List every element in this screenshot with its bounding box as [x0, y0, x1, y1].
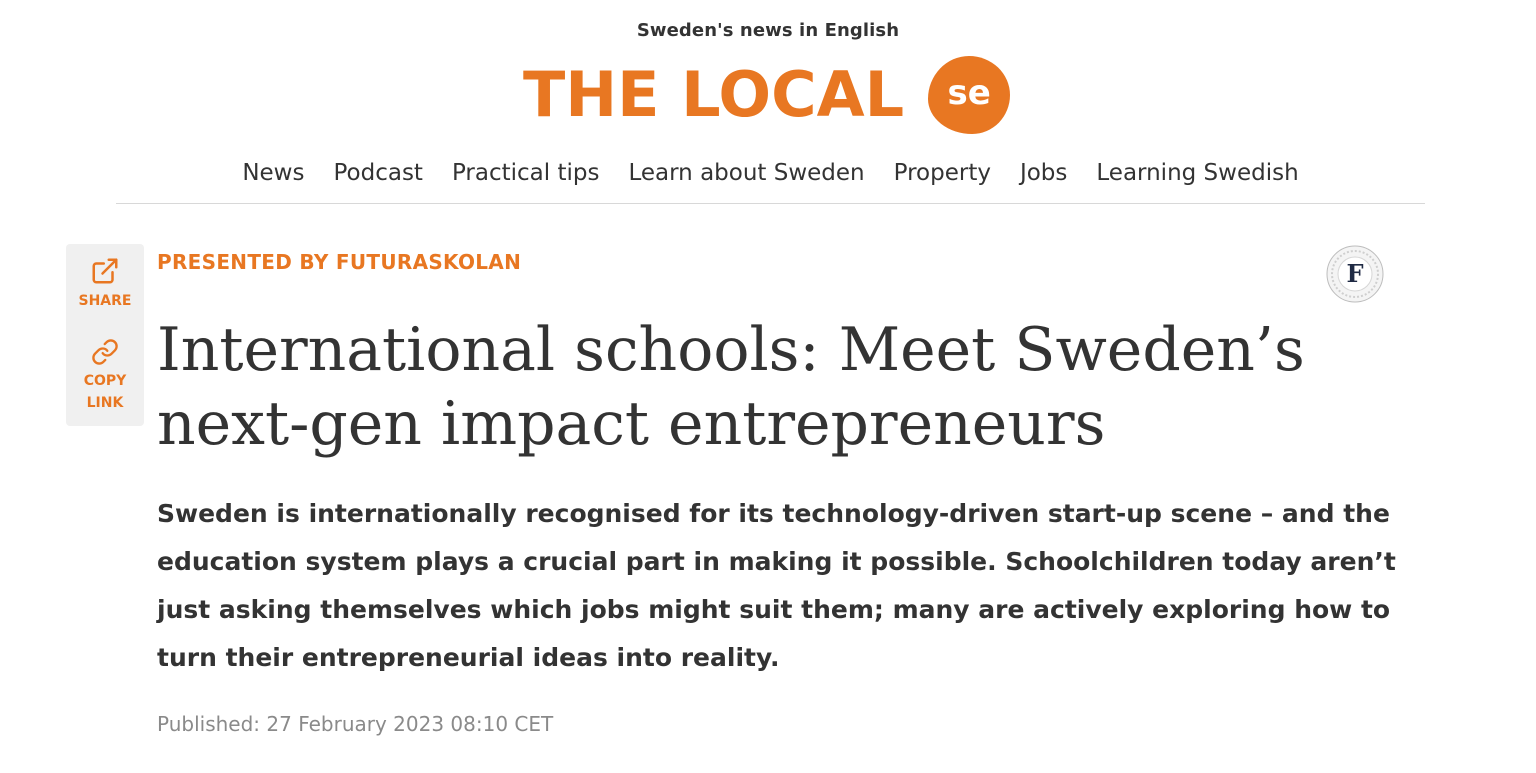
article-lede: Sweden is internationally recognised for its technology-driven start-up scene – and the education system plays a crucial part in making it possible. Schoolchildren today aren’t just asking themselves which jobs might suit them; many are actively exploring how to turn their entrepreneurial ideas into reality. [157, 499, 1396, 672]
share-panel [66, 244, 144, 426]
logo-badge: se [928, 56, 1010, 134]
copy-label-line1: COPY [83, 373, 127, 389]
main-nav [116, 155, 1425, 204]
share-button[interactable] [66, 256, 144, 312]
logo-wordmark: THE LOCAL [523, 58, 905, 131]
nav-item-property[interactable]: Property [893, 160, 991, 186]
external-link-icon [90, 256, 120, 286]
copy-label-line2: LINK [86, 395, 124, 411]
sponsor-logo-letter: F [1346, 259, 1364, 288]
nav-item-news[interactable]: News [242, 160, 305, 186]
published-date: Published: 27 February 2023 08:10 CET [157, 712, 554, 736]
site-tagline: Sweden's news in English [636, 20, 900, 41]
nav-item-learn-about-sweden[interactable]: Learn about Sweden [628, 160, 865, 186]
copy-link-button[interactable] [66, 338, 144, 414]
sponsor-kicker[interactable]: PRESENTED BY FUTURASKOLAN [157, 250, 522, 274]
nav-item-jobs[interactable]: Jobs [1019, 160, 1068, 186]
nav-item-practical-tips[interactable]: Practical tips [451, 160, 600, 186]
nav-item-podcast[interactable]: Podcast [333, 160, 423, 186]
link-icon [91, 338, 119, 366]
site-logo[interactable] [523, 52, 1010, 138]
nav-item-learning-swedish[interactable]: Learning Swedish [1096, 160, 1299, 186]
article-headline: International schools: Meet Sweden’s next-gen impact entrepreneurs [157, 315, 1305, 459]
share-label: SHARE [78, 293, 132, 309]
sponsor-logo[interactable] [1326, 245, 1384, 303]
